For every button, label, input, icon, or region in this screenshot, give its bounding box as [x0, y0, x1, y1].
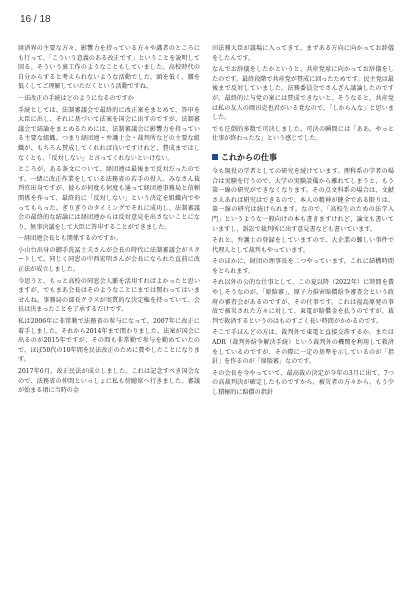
left-paragraph: 2017年6月、改正民法が成立しました。これは記念すべき国会なので、法務省の仲間といっしょに私も傍聴席へ行きました。審議が始まる頃に当時の金: [18, 368, 200, 395]
left-paragraph: －経団連会長とも関係するのですか。: [18, 235, 122, 243]
left-paragraph: 私は2006年に非常勤で法務省の参与になって、2007年に改正に着手しました。それから2014年まで関わりました。法案が国会に出るのが2015年ですが、その間も非常勤で参与を勤めていたので、ほぼ50代の10年間を民法改正のために費やしたことになります。: [18, 318, 200, 364]
left-paragraph: 小山台出身の御手洗冨士夫さんが会長の時代に法制審議会がスタートして、同じく同窓の中西宏明さんが会長になられた直前に改正法が成立しました。: [18, 246, 200, 274]
right-paragraph: それ以外の公的な仕事として、この夏以降（2022年）に時間を費やしそうなのが、「原賠審」、原子力損害賠償紛争審査会という政府の審査会があるのですが、その仕事です。これは福島原発の事故で被災された方々に対して、東電が賠償金を払うのですが、裁判で救済するというのはものすごく長い時間がかかるのです。: [212, 279, 394, 325]
right-paragraph: でも圧倒的多数で可決しました。可決の瞬間には「ああ、やっと仕事が終わったな」という感じでした。: [212, 125, 394, 143]
right-paragraph: なんでお辞儀をしたかというと、共産党席に向かってお辞儀をしたのです。最終段階で共産党が賛成に回ったためです。民主党は最後まで反対していました。法務委員会でさんざん議論したのですが、最終的に与党の案には賛成できないと。そうなると、共産党は私の友人の岡田克也君がいる党なので、「しからんな」と思いました。: [212, 66, 394, 122]
right-paragraph: そこで手ほんどの方は、裁判外で東電と直接交渉するか、またはADR（裁判外紛争解決手続）という裁判外の機関を利用して救済をしているのですが、その際に一定の基準を示しているのが「指針」を作るのが「原賠審」なのです。: [212, 329, 394, 366]
left-column: [18, 44, 200, 398]
left-paragraph: －法改正の手続はどのようになるのですか: [18, 94, 134, 102]
left-paragraph: ところが、ある条文について、経団連は最後まで反対だったのです。一緒に改正作業をしている法務省の若手の役人、みなさん裁判官出身ですが、彼らが何度も何度も通って経団連事務局と信頼関係を作って、最終的に「反対しない」という決定を組織内でやってもらった。ぎりぎりのタイミングでそれに成功し、法制審議会の最終的な結論には経団連からは反対意見を出さないことになり、無事決議をして大臣に答申することができました。: [18, 166, 200, 231]
left-paragraph: 手続としては、法制審議会で最終的に改正案をまとめて、答申を大臣に出し、それに基づいて法案を国会に出すのですが、法制審議会で結論をまとめるためには、法制審議会に影響力を持っている主要な組織、つまり経団連・弁護士会・裁判所などの主要な組織が、もちろん賛成してくれれば良いですけれど、賛成まではしなくとも、「反対しない」と言ってくれないといけない。: [18, 106, 200, 162]
right-column: [212, 44, 394, 400]
right-paragraph: それと、弁護士の登録をしていますので、大企業の難しい事件で代理人として裁判もやっています。: [212, 237, 394, 254]
section-heading-text: これからの仕事: [221, 152, 277, 162]
right-paragraph: 今も現役の学者としての研究を続けています。理科系の学者の場合は実験を行うので、大学の実験設備から離れてしまうと、もう第一線の研究ができなくなります。その点文科系の場合は、文献さえあれば研究はできるので、本人の精神が健全である限りは、第一線の研究は続けられます。なので、「高校生のための法学入門」というような一般向けの本も書きますけれど、論文も書いていますし、訴訟で裁判所に出す意見書なども書いています。: [212, 167, 394, 233]
left-paragraph: 今思うと、もっと高校の同窓会人脈を活用すればよかったと思いますが、でもまあ会長はそのようなことにまでは関わってはいませんね。事務局の部長クラスが実質的な決定権を持っていて、会長は決まったことを了承するだけです。: [18, 277, 200, 314]
page-number: 16 / 18: [20, 14, 51, 25]
right-paragraph: 田法務大臣が議場に入ってきて、まずある方向に向かってお辞儀をしたんです。: [212, 45, 394, 62]
square-bullet-icon: [212, 154, 218, 160]
section-heading: [212, 152, 394, 163]
left-paragraph: 経済界の主要な方々、影響力を持っている方々や識者のところにも行って、「こういう意義のある改正です」ということを説明して回る。そういう裏工作のようなこともしていました。高校時代の自分からすると考えられないような活動でした。頭を低く、腰を低くしてご理解していただくという活動ですね。: [18, 45, 200, 91]
right-paragraph: そのほかに、財団の理事長を二つやっています。これに結構時間をとられます。: [212, 258, 394, 275]
right-paragraph: その会長を今やっていて、最高裁の決定が今年の3月に出て、7つの高裁判決が確定したものですから、被災者の方々から、もう少し積極的に賠償の指針: [212, 369, 394, 396]
